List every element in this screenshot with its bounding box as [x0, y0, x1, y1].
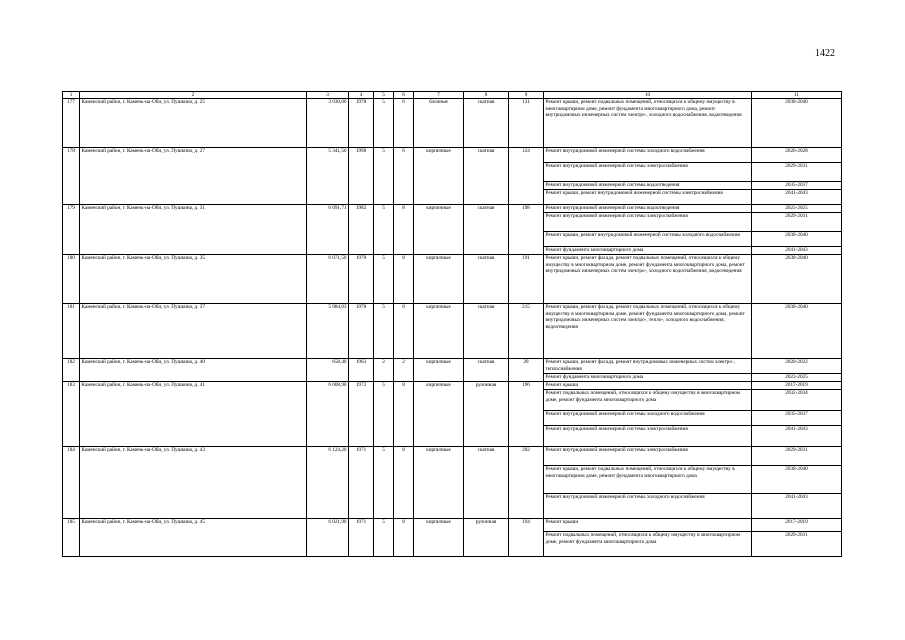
period-cell: 2038-2040 — [752, 304, 842, 359]
col6-cell: 2 — [394, 359, 414, 382]
period-cell: 2029-2031 — [752, 213, 842, 232]
period-cell: 2038-2040 — [752, 466, 842, 494]
wall-material-cell: кирпичные — [414, 447, 464, 519]
works-cell: Ремонт внутридомовой инженерной системы электроснабжения — [544, 447, 752, 466]
period-cell: 2038-2040 — [752, 255, 842, 304]
area-cell: 6 071,50 — [307, 255, 349, 304]
roof-type-cell: скатная — [464, 359, 509, 382]
roof-type-cell: скатная — [464, 255, 509, 304]
col9-cell: 191 — [509, 255, 544, 304]
wall-material-cell: кирпичные — [414, 519, 464, 557]
works-cell: Ремонт внутридомовой инженерной системы холодного водоснабжения — [544, 411, 752, 426]
table-row — [63, 382, 842, 390]
row-number: 180 — [63, 255, 80, 304]
table-row — [63, 447, 842, 466]
works-cell: Ремонт внутридомовой инженерной системы водоотведения — [544, 205, 752, 213]
area-cell: 6 124,20 — [307, 447, 349, 519]
area-cell: 658,40 — [307, 359, 349, 382]
row-number: 185 — [63, 519, 80, 557]
works-cell: Ремонт крыши, ремонт внутридомовой инженерной системы электроснабжения — [544, 190, 752, 205]
works-cell: Ремонт внутридомовой инженерной системы электроснабжения — [544, 426, 752, 447]
period-cell: 2029-2031 — [752, 163, 842, 182]
header-row — [63, 92, 842, 99]
row-number: 181 — [63, 304, 80, 359]
page-number: 1422 — [815, 48, 835, 59]
floors-cell: 5 — [374, 148, 394, 205]
table-row — [63, 99, 842, 148]
period-cell: 2026-2028 — [752, 148, 842, 163]
year-cell: 1979 — [349, 255, 374, 304]
area-cell: 6 091,71 — [307, 205, 349, 255]
col6-cell: 6 — [394, 148, 414, 205]
row-number: 184 — [63, 447, 80, 519]
floors-cell: 5 — [374, 99, 394, 148]
works-cell: Ремонт внутридомовой инженерной системы электроснабжения — [544, 213, 752, 232]
floors-cell: 5 — [374, 255, 394, 304]
col6-cell: 8 — [394, 447, 414, 519]
works-cell: Ремонт внутридомовой инженерной системы электроснабжения — [544, 163, 752, 182]
period-cell: 2041-2043 — [752, 247, 842, 255]
header-cell: 8 — [464, 92, 509, 99]
header-cell: 3 — [307, 92, 349, 99]
row-number: 183 — [63, 382, 80, 447]
works-cell: Ремонт крыши, ремонт подвальных помещений, относящихся к общему имуществу в многоквартирном доме, ремонт фундамента многоквартирного дома — [544, 466, 752, 494]
works-cell: Ремонт крыши, ремонт фасада, ремонт внутридомовых инженерных систем электро-, теплоснабжения — [544, 359, 752, 374]
header-cell: 1 — [63, 92, 80, 99]
period-cell: 2032-2034 — [752, 390, 842, 411]
address-cell: Каменский район, г. Камень-на-Оби, ул. Пушкина, д. 37 — [80, 304, 307, 359]
table-body — [63, 99, 842, 557]
wall-material-cell: кирпичные — [414, 359, 464, 382]
col6-cell: 8 — [394, 205, 414, 255]
area-cell: 5 984,03 — [307, 304, 349, 359]
works-cell: Ремонт крыши, ремонт подвальных помещений, относящихся к общему имуществу в многоквартирном доме, ремонт фундамента многоквартирного дома, ремонт внутридомовых инженерных систем электро-, холодного водоснабжения, водоотведения — [544, 99, 752, 148]
row-number: 182 — [63, 359, 80, 382]
roof-type-cell: скатная — [464, 447, 509, 519]
wall-material-cell: блочные — [414, 99, 464, 148]
wall-material-cell: кирпичные — [414, 304, 464, 359]
header-cell: 9 — [509, 92, 544, 99]
works-cell: Ремонт крыши, ремонт фасада, ремонт подвальных помещений, относящихся к общему имуществу в многоквартирном доме, ремонт фундамента многоквартирного дома, ремонт внутридомовых инженерных систем электро-, холодного водоснабжения, водоотведения — [544, 255, 752, 304]
roof-type-cell: скатная — [464, 99, 509, 148]
header-cell: 7 — [414, 92, 464, 99]
year-cell: 1978 — [349, 304, 374, 359]
header-cell: 4 — [349, 92, 374, 99]
address-cell: Каменский район, г. Камень-на-Оби, ул. Пушкина, д. 45 — [80, 519, 307, 557]
works-cell: Ремонт крыши, ремонт внутридомовой инженерной системы холодного водоснабжения — [544, 232, 752, 247]
address-cell: Каменский район, г. Камень-на-Оби, ул. Пушкина, д. 27 — [80, 148, 307, 205]
works-cell: Ремонт внутридомовой инженерной системы холодного водоснабжения — [544, 148, 752, 163]
table-row — [63, 519, 842, 532]
wall-material-cell: кирпичные — [414, 205, 464, 255]
roof-type-cell: скатная — [464, 148, 509, 205]
col9-cell: 196 — [509, 382, 544, 447]
col9-cell: 198 — [509, 205, 544, 255]
table-row — [63, 255, 842, 304]
address-cell: Каменский район, г. Камень-на-Оби, ул. Пушкина, д. 31 — [80, 205, 307, 255]
year-cell: 1978 — [349, 99, 374, 148]
col6-cell: 8 — [394, 382, 414, 447]
period-cell: 2035-2037 — [752, 411, 842, 426]
works-cell: Ремонт внутридомовой инженерной системы холодного водоснабжения — [544, 494, 752, 519]
works-cell: Ремонт крыши — [544, 382, 752, 390]
header-cell: 10 — [544, 92, 752, 99]
col9-cell: 202 — [509, 447, 544, 519]
col9-cell: 131 — [509, 99, 544, 148]
col9-cell: 215 — [509, 304, 544, 359]
address-cell: Каменский район, г. Камень-на-Оби, ул. Пушкина, д. 40 — [80, 359, 307, 382]
header-cell: 5 — [374, 92, 394, 99]
col6-cell: 8 — [394, 255, 414, 304]
roof-type-cell: скатная — [464, 304, 509, 359]
period-cell: 2041-2043 — [752, 494, 842, 519]
col9-cell: 124 — [509, 148, 544, 205]
floors-cell: 5 — [374, 205, 394, 255]
col9-cell: 194 — [509, 519, 544, 557]
address-cell: Каменский район, г. Камень-на-Оби, ул. Пушкина, д. 43 — [80, 447, 307, 519]
area-cell: 3 030,00 — [307, 99, 349, 148]
capital-repair-table — [62, 91, 842, 557]
row-number: 179 — [63, 205, 80, 255]
area-cell: 6 021,90 — [307, 519, 349, 557]
works-cell: Ремонт крыши, ремонт фасада, ремонт подвальных помещений, относящихся к общему имуществу в многоквартирном доме, ремонт фундамента многоквартирного дома, ремонт внутридомовых инженерных систем электро-, тепло-, холодного водоснабжения, водоотведения — [544, 304, 752, 359]
header-cell: 11 — [752, 92, 842, 99]
period-cell: 2029-2031 — [752, 447, 842, 466]
year-cell: 1972 — [349, 382, 374, 447]
period-cell: 2038-2040 — [752, 232, 842, 247]
year-cell: 1982 — [349, 205, 374, 255]
col6-cell: 8 — [394, 304, 414, 359]
works-cell: Ремонт фундамента многоквартирного дома — [544, 247, 752, 255]
year-cell: 1971 — [349, 519, 374, 557]
roof-type-cell: рулонная — [464, 382, 509, 447]
col6-cell: 6 — [394, 99, 414, 148]
floors-cell: 2 — [374, 359, 394, 382]
period-cell: 2017-2019 — [752, 382, 842, 390]
works-cell: Ремонт подвальных помещений, относящихся к общему имуществу в многоквартирном доме, ремонт фундамента многоквартирного дома — [544, 390, 752, 411]
works-cell: Ремонт внутридомовой инженерной системы водоотведения — [544, 182, 752, 190]
works-cell: Ремонт фундамента многоквартирного дома — [544, 374, 752, 382]
period-cell: 2038-2040 — [752, 99, 842, 148]
period-cell: 2035-2037 — [752, 182, 842, 190]
wall-material-cell: кирпичные — [414, 255, 464, 304]
period-cell: 2041-2043 — [752, 190, 842, 205]
header-cell: 2 — [80, 92, 307, 99]
period-cell: 2023-2025 — [752, 374, 842, 382]
address-cell: Каменский район, г. Камень-на-Оби, ул. Пушкина, д. 35 — [80, 255, 307, 304]
area-cell: 6 008,90 — [307, 382, 349, 447]
roof-type-cell: рулонная — [464, 519, 509, 557]
period-cell: 2041-2043 — [752, 426, 842, 447]
period-cell: 2020-2022 — [752, 359, 842, 374]
floors-cell: 5 — [374, 382, 394, 447]
table-row — [63, 359, 842, 374]
row-number: 178 — [63, 148, 80, 205]
year-cell: 1971 — [349, 447, 374, 519]
header-cell: 6 — [394, 92, 414, 99]
year-cell: 1998 — [349, 148, 374, 205]
area-cell: 5 341,50 — [307, 148, 349, 205]
period-cell: 2017-2019 — [752, 519, 842, 532]
table-row — [63, 304, 842, 359]
works-cell: Ремонт подвальных помещений, относящихся к общему имуществу в многоквартирном доме, ремонт фундамента многоквартирного дома — [544, 532, 752, 557]
year-cell: 1963 — [349, 359, 374, 382]
roof-type-cell: скатная — [464, 205, 509, 255]
period-cell: 2023-2025 — [752, 205, 842, 213]
row-number: 177 — [63, 99, 80, 148]
table-row — [63, 148, 842, 163]
period-cell: 2029-2031 — [752, 532, 842, 557]
col6-cell: 8 — [394, 519, 414, 557]
address-cell: Каменский район, г. Камень-на-Оби, ул. Пушкина, д. 41 — [80, 382, 307, 447]
table-row — [63, 205, 842, 213]
floors-cell: 5 — [374, 447, 394, 519]
col9-cell: 28 — [509, 359, 544, 382]
wall-material-cell: кирпичные — [414, 148, 464, 205]
works-cell: Ремонт крыши — [544, 519, 752, 532]
wall-material-cell: кирпичные — [414, 382, 464, 447]
floors-cell: 5 — [374, 519, 394, 557]
floors-cell: 5 — [374, 304, 394, 359]
address-cell: Каменский район, г. Камень-на-Оби, ул. Пушкина, д. 25 — [80, 99, 307, 148]
